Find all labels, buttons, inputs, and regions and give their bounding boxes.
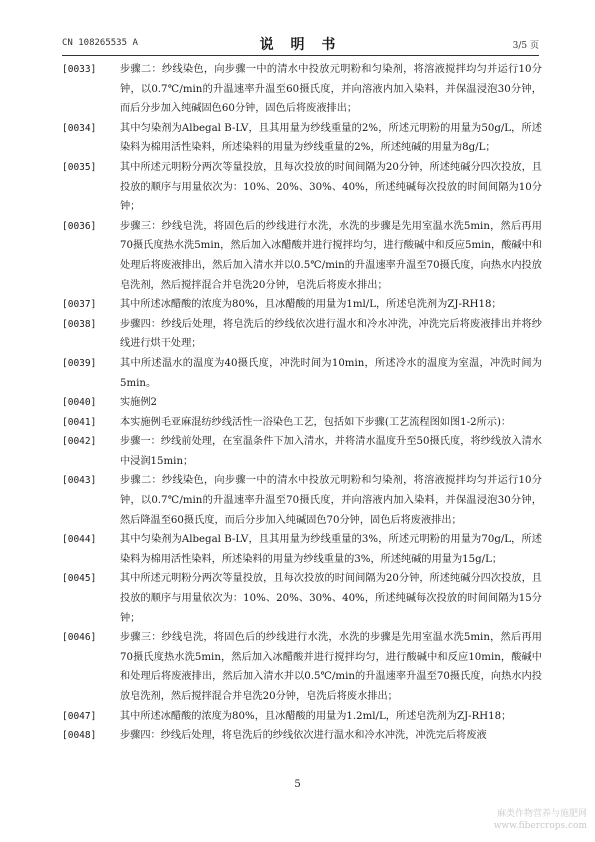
paragraph-text: 步骤三：纱线皂洗，将固色后的纱线进行水洗，水洗的步骤是先用室温水洗5min，然后再用70摄氏度热水洗5min，然后加入冰醋酸并进行搅拌均匀，进行酸碱中和反应5min，酸碱中和处理后将废液排出，然后加入清水并以0.5℃/min的升温速率升温至70摄氏度，向热水内投放皂洗剂，然后搅拌混合并皂洗20分钟，皂洗后将废水排出；: [120, 220, 542, 291]
paragraph-0039: [62, 354, 542, 393]
paragraph-number: [0034]: [62, 122, 97, 134]
paragraph-0038: [62, 315, 542, 354]
patent-number: CN 108265535 A: [62, 38, 138, 48]
paragraph-text: 步骤四：纱线后处理，将皂洗后的纱线依次进行温水和冷水冲洗，冲洗完后将废液排出并将纱线进行烘干处理；: [120, 318, 542, 350]
document-title: 说 明 书: [259, 37, 342, 53]
paragraph-number: [0038]: [62, 318, 97, 330]
paragraph-number: [0041]: [62, 416, 97, 428]
paragraph-0048: [62, 726, 542, 746]
paragraph-number: [0046]: [62, 632, 97, 644]
watermark-site-name: 麻类作物营养与施肥网: [496, 809, 587, 819]
paragraph-0044: [62, 530, 542, 569]
page-header: [62, 34, 539, 52]
paragraph-text: 其中匀染剂为Albegal B-LV，且其用量为纱线重量的3%，所述元明粉的用量为70g/L，所述染料为棉用活性染料，所述染料的用量为纱线重量的3%，所述纯碱的用量为15g/L；: [120, 534, 542, 565]
page-number: 5: [294, 779, 301, 790]
paragraph-text: 其中匀染剂为Albegal B-LV，且其用量为纱线重量的2%，所述元明粉的用量为50g/L，所述染料为棉用活性染料，所述染料的用量为纱线重量的2%，所述纯碱的用量为8g/L；: [120, 122, 542, 154]
paragraph-0043: [62, 471, 542, 530]
paragraph-text: 其中所述冰醋酸的浓度为80%，且冰醋酸的用量为1.2ml/L，所述皂洗剂为ZJ-RH18；: [120, 710, 512, 722]
paragraph-0035: [62, 158, 542, 217]
paragraph-number: [0045]: [62, 573, 97, 585]
paragraph-text: 其中所述冰醋酸的浓度为80%，且冰醋酸的用量为1ml/L，所述皂洗剂为ZJ-RH18；: [120, 299, 502, 311]
paragraph-number: [0047]: [62, 710, 97, 722]
paragraph-text: 步骤二：纱线染色，向步骤一中的清水中投放元明粉和匀染剂，将溶液搅拌均匀并运行10分钟，以0.7℃/min的升温速率升温至60摄氏度，并向溶液内加入染料，并保温浸泡30分钟，而后分步加入纯碱固色60分钟，固色后将废液排出；: [120, 64, 542, 115]
paragraph-text: 步骤三：纱线皂洗，将固色后的纱线进行水洗，水洗的步骤是先用室温水洗5min，然后再用70摄氏度热水洗5min，然后加入冰醋酸并进行搅拌均匀，进行酸碱中和反应10min，酸碱中和处理后将废液排出，然后加入清水并以0.5℃/min的升温速率升温至70摄氏度，向热水内投放皂洗剂，然后搅拌混合并皂洗20分钟，皂洗后将废水排出；: [120, 632, 542, 702]
paragraph-number: [0033]: [62, 64, 97, 75]
paragraph-0042: [62, 432, 542, 471]
paragraph-0033: [62, 60, 542, 119]
watermark-url: www.fibercrops.com: [493, 821, 587, 831]
paragraph-number: [0044]: [62, 534, 97, 546]
page-info: 3/5 页: [512, 41, 539, 51]
paragraph-number: [0035]: [62, 161, 97, 173]
document-body: [62, 60, 542, 746]
paragraph-number: [0040]: [62, 397, 97, 409]
paragraph-0037: [62, 295, 542, 315]
paragraph-text: 其中所述温水的温度为40摄氏度，冲洗时间为10min，所述冷水的温度为室温，冲洗时间为5min。: [120, 357, 542, 389]
paragraph-number: [0048]: [62, 730, 97, 742]
paragraph-0036: [62, 217, 542, 295]
paragraph-text: 步骤二：纱线染色，向步骤一中的清水中投放元明粉和匀染剂，将溶液搅拌均匀并运行10分钟，以0.7℃/min的升温速率升温至70摄氏度，并向溶液内加入染料，并保温浸泡30分钟，然后降温至60摄氏度，而后分步加入纯碱固色70分钟，固色后将废液排出；: [120, 475, 542, 526]
paragraph-0045: [62, 569, 542, 628]
section-heading: 实施例2: [120, 397, 158, 409]
paragraph-number: [0037]: [62, 299, 97, 311]
paragraph-0041: [62, 413, 542, 433]
paragraph-number: [0036]: [62, 220, 97, 232]
paragraph-text: 本实施例毛亚麻混纺纱线活性一浴染色工艺，包括如下步骤(工艺流程图如图1-2所示)：: [120, 416, 512, 428]
paragraph-text: 其中所述元明粉分两次等量投放，且每次投放的时间间隔为20分钟，所述纯碱分四次投放，且投放的顺序与用量依次为：10%、20%、30%、40%，所述纯碱每次投放的时间间隔为10分钟；: [120, 161, 542, 213]
paragraph-text: 步骤一：纱线前处理，在室温条件下加入清水，并将清水温度升至50摄氏度，将纱线放入清水中浸润15min；: [120, 436, 542, 467]
header-rule: [62, 55, 539, 56]
paragraph-0047: [62, 707, 542, 727]
paragraph-0046: [62, 628, 542, 706]
paragraph-0040: [62, 393, 542, 413]
paragraph-number: [0043]: [62, 475, 97, 487]
paragraph-text: 步骤四：纱线后处理，将皂洗后的纱线依次进行温水和冷水冲洗，冲洗完后将废液: [120, 730, 487, 742]
paragraph-number: [0042]: [62, 436, 97, 448]
paragraph-number: [0039]: [62, 357, 97, 369]
paragraph-0034: [62, 119, 542, 158]
paragraph-text: 其中所述元明粉分两次等量投放，且每次投放的时间间隔为20分钟，所述纯碱分四次投放，且投放的顺序与用量依次为：10%、20%、30%、40%，所述纯碱每次投放的时间间隔为15分钟；: [120, 573, 542, 624]
site-watermark: [494, 808, 587, 832]
